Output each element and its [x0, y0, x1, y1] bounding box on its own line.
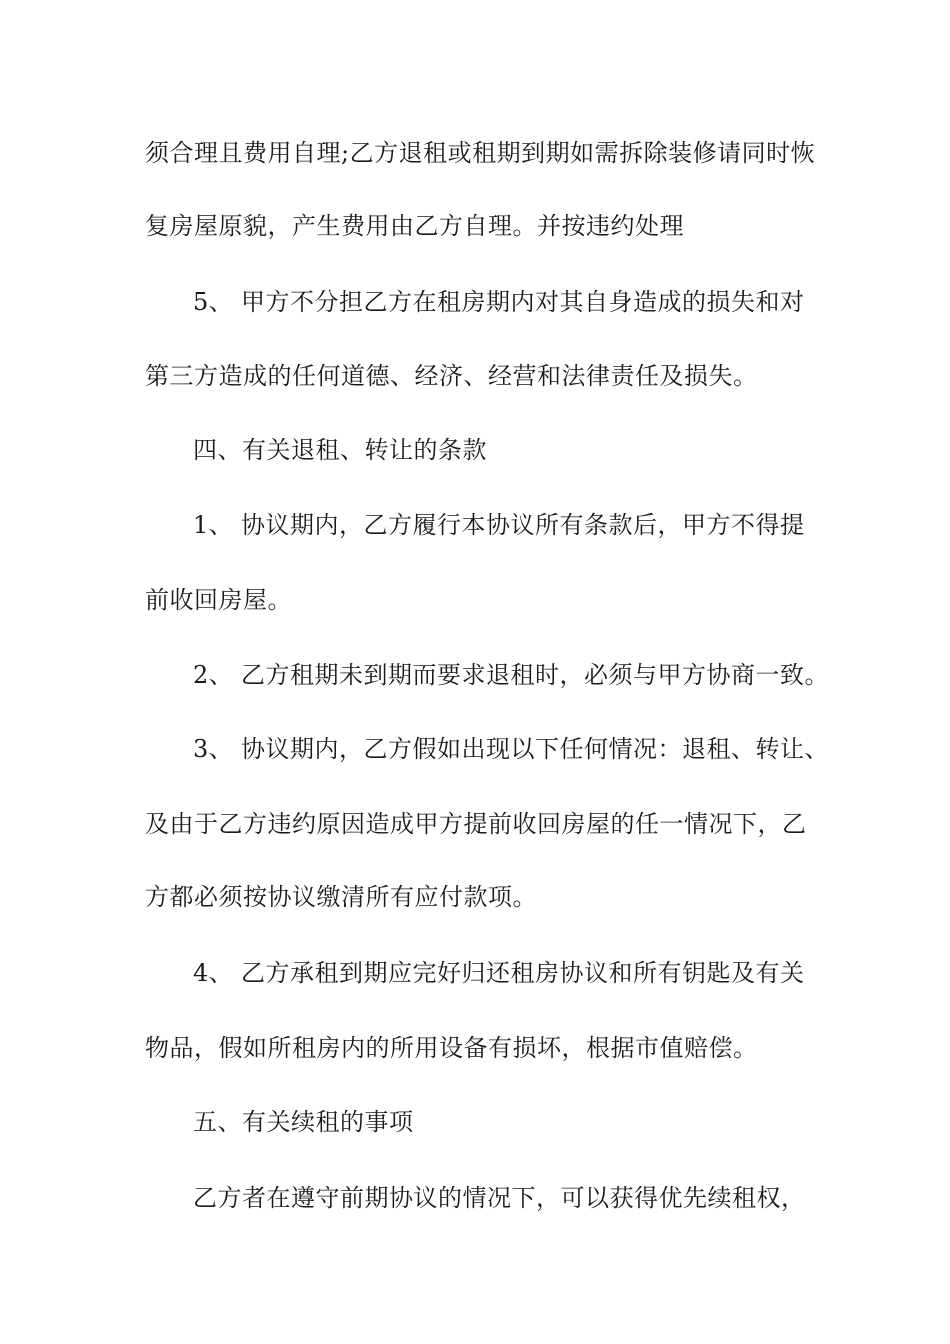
clause-number: 1、: [193, 511, 234, 539]
paragraph-line: [145, 877, 835, 917]
paragraph-line: [145, 804, 835, 844]
clause-number: 5、: [193, 288, 234, 316]
line-text: 方都必须按协议缴清所有应付款项。: [145, 883, 537, 911]
line-text: 甲方不分担乙方在租房期内对其自身造成的损失和对: [241, 288, 805, 316]
section-heading-4: [193, 430, 883, 470]
section-heading-text: 五、有关续租的事项: [193, 1108, 414, 1136]
line-text: 第三方造成的任何道德、经济、经营和法律责任及损失。: [145, 362, 758, 390]
paragraph-line: [145, 133, 835, 173]
paragraph-line: [145, 580, 835, 620]
line-text: 及由于乙方违约原因造成甲方提前收回房屋的任一情况下，乙: [145, 810, 807, 838]
paragraph-line: [145, 1028, 835, 1068]
section-heading-5: [193, 1102, 883, 1142]
clause-number: 3、: [193, 735, 234, 763]
clause-item-4: [193, 953, 883, 993]
line-text: 复房屋原貌，产生费用由乙方自理。并按违约处理: [145, 212, 684, 240]
clause-number: 2、: [193, 661, 234, 689]
section-heading-text: 四、有关退租、转让的条款: [193, 436, 487, 464]
clause-item-2: [193, 655, 883, 695]
line-text: 乙方承租到期应完好归还租房协议和所有钥匙及有关: [241, 959, 805, 987]
clause-item-1: [193, 505, 883, 545]
clause-item-3: [193, 729, 883, 769]
line-text: 须合理且费用自理;乙方退租或租期到期如需拆除装修请同时恢: [145, 139, 816, 167]
paragraph-line: [145, 206, 835, 246]
line-text: 前收回房屋。: [145, 586, 292, 614]
clause-item-5: [193, 282, 883, 322]
line-text: 乙方租期未到期而要求退租时，必须与甲方协商一致。: [241, 661, 829, 689]
clause-number: 4、: [193, 959, 234, 987]
line-text: 物品，假如所租房内的所用设备有损坏，根据市值赔偿。: [145, 1034, 758, 1062]
line-text: 协议期内，乙方假如出现以下任何情况：退租、转让、: [241, 735, 829, 763]
line-text: 协议期内，乙方履行本协议所有条款后，甲方不得提: [241, 511, 805, 539]
paragraph-line: [193, 1178, 883, 1218]
line-text: 乙方者在遵守前期协议的情况下，可以获得优先续租权，: [193, 1184, 806, 1212]
paragraph-line: [145, 356, 835, 396]
